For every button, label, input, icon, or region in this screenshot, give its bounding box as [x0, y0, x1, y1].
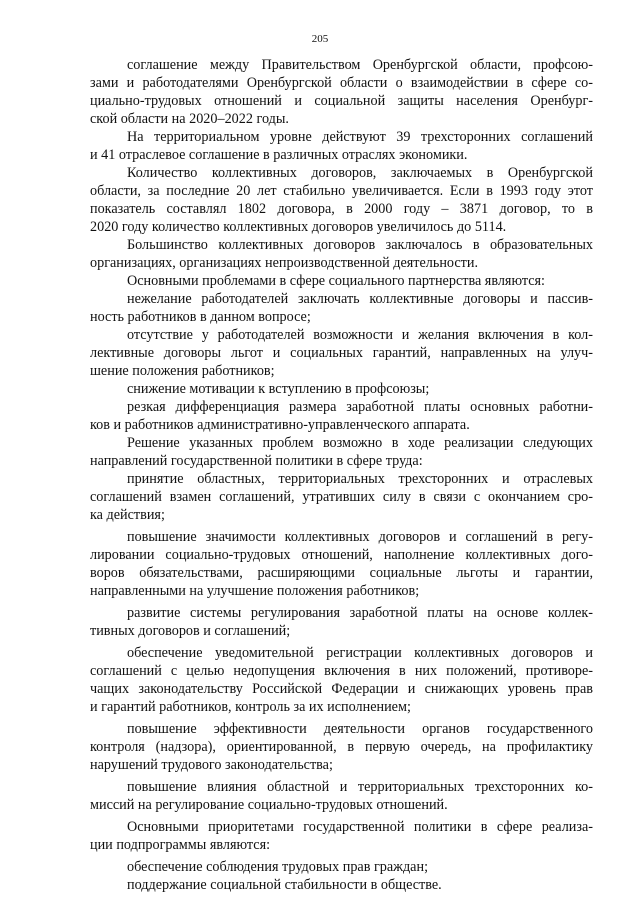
text-line: соглашение между Правительством Оренбургской области, профсою-: [127, 57, 593, 73]
text-line: поддержание социальной стабильности в обществе.: [127, 877, 442, 893]
text-line: тивных договоров и соглашений;: [90, 623, 291, 639]
text-line: нежелание работодателей заключать коллективные договоры и пассив-: [127, 291, 593, 307]
text-line: обеспечение соблюдения трудовых прав граждан;: [127, 859, 429, 875]
text-line: шение положения работников;: [90, 363, 275, 379]
text-line: Решение указанных проблем возможно в ходе реализации следующих: [127, 435, 593, 451]
text-line: повышение влияния областной и территориальных трехсторонних ко-: [127, 779, 593, 795]
text-line: повышение эффективности деятельности органов государственного: [127, 721, 593, 737]
text-line: ность работников в данном вопросе;: [90, 309, 311, 325]
text-line: циально-трудовых отношений и социальной защиты населения Оренбург-: [90, 93, 593, 109]
text-line: 2020 году количество коллективных договоров увеличилось до 5114.: [90, 219, 507, 235]
text-line: отсутствие у работодателей возможности и желания включения в кол-: [127, 327, 593, 343]
text-line: Основными проблемами в сфере социального партнерства являются:: [127, 273, 545, 289]
text-line: снижение мотивации к вступлению в профсоюзы;: [127, 381, 430, 397]
text-line: лективные договоры льгот и социальных гарантий, направленных на улуч-: [90, 345, 593, 361]
text-line: На территориальном уровне действуют 39 трехсторонних соглашений: [127, 129, 593, 145]
text-line: организациях, организациях непроизводственной деятельности.: [90, 255, 478, 271]
text-line: миссий на регулирование социально-трудовых отношений.: [90, 797, 448, 813]
text-line: соглашений с целью недопущения включения в них положений, противоре-: [90, 663, 593, 679]
text-line: области, за последние 20 лет стабильно увеличивается. Если в 1993 году этот: [90, 183, 593, 199]
text-line: Количество коллективных договоров, заключаемых в Оренбургской: [127, 165, 593, 181]
text-line: Основными приоритетами государственной политики в сфере реализа-: [127, 819, 593, 835]
text-line: нарушений трудового законодательства;: [90, 757, 333, 773]
text-line: и гарантий работников, контроль за их исполнением;: [90, 699, 411, 715]
text-line: Большинство коллективных договоров заключалось в образовательных: [127, 237, 593, 253]
document-body: [90, 56, 593, 894]
text-line: показатель составлял 1802 договора, в 2000 году – 3871 договор, то в: [90, 201, 593, 217]
text-line: обеспечение уведомительной регистрации коллективных договоров и: [127, 645, 593, 661]
text-line: ской области на 2020–2022 годы.: [90, 111, 289, 127]
text-line: лировании социально-трудовых отношений, наполнение коллективных дого-: [90, 547, 593, 563]
text-line: контроля (надзора), ориентированной, в первую очередь, на профилактику: [90, 739, 593, 755]
text-line: ков и работников административно-управленческого аппарата.: [90, 417, 470, 433]
text-line: воров обязательствами, расширяющими социальные льготы и гарантии,: [90, 565, 593, 581]
text-line: резкая дифференциация размера заработной платы основных работни-: [127, 399, 593, 415]
text-line: чащих законодательству Российской Федерации и снижающих уровень прав: [90, 681, 593, 697]
text-line: соглашений взамен соглашений, утративших силу в связи с окончанием сро-: [90, 489, 593, 505]
text-line: ка действия;: [90, 507, 165, 523]
text-line: ции подпрограммы являются:: [90, 837, 271, 853]
text-line: повышение значимости коллективных договоров и соглашений в регу-: [127, 529, 593, 545]
text-line: направленными на улучшение положения работников;: [90, 583, 420, 599]
text-line: принятие областных, территориальных трехсторонних и отраслевых: [127, 471, 593, 487]
text-line: направлений государственной политики в сфере труда:: [90, 453, 423, 469]
text-line: развитие системы регулирования заработной платы на основе коллек-: [127, 605, 593, 621]
text-line: и 41 отраслевое соглашение в различных отраслях экономики.: [90, 147, 468, 163]
text-line: зами и работодателями Оренбургской области о взаимодействии в сфере со-: [90, 75, 593, 91]
page-number: 205: [311, 33, 329, 45]
